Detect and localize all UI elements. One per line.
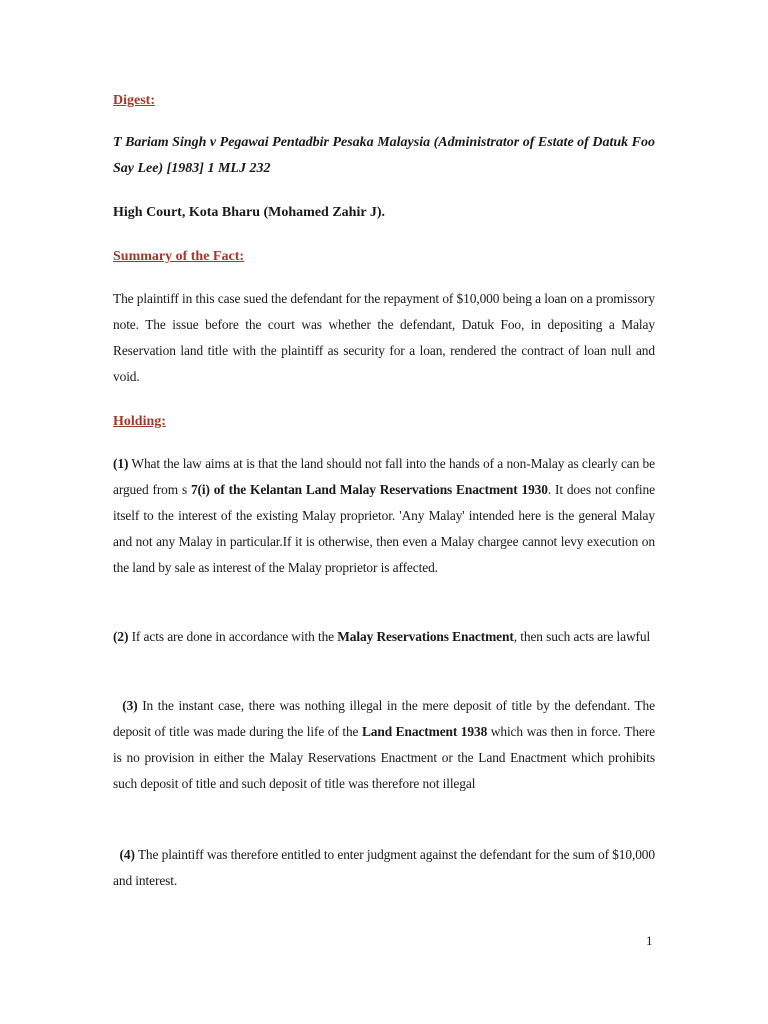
facts-heading: Summary of the Fact: xyxy=(113,249,245,264)
holding-1-number: (1) xyxy=(113,456,129,471)
court-line: High Court, Kota Bharu (Mohamed Zahir J). xyxy=(113,205,385,220)
holding-2-number: (2) xyxy=(113,629,129,644)
case-title: T Bariam Singh v Pegawai Pentadbir Pesaka Malaysia (Administrator of Estate of Datuk Foo Say Lee) [1983] 1 MLJ 232 xyxy=(113,135,655,176)
holding-1 xyxy=(113,451,655,581)
page-number: 1 xyxy=(646,933,653,948)
holding-3 xyxy=(113,693,655,797)
holding-1-text-b: . It does not confine itself to the interest of the existing Malay proprietor. 'Any Malay' intended here is the general Malay and not any Malay in particular.If it is otherwise, then even a Malay chargee cannot levy execution on the land by sale as interest of the Malay proprietor is affected. xyxy=(113,482,655,575)
holding-2-text-a: If acts are done in accordance with the xyxy=(128,629,338,644)
holding-3-text-b: which was then in force. There is no provision in either the Malay Reservations Enactment or the Land Enactment which prohibits such deposit of title and such deposit of title was therefore not illegal xyxy=(113,724,655,791)
holding-4 xyxy=(113,842,655,894)
digest-heading: Digest: xyxy=(113,93,155,108)
holding-3-statute: Land Enactment 1938 xyxy=(361,724,488,739)
holding-2 xyxy=(113,624,655,650)
holding-4-number: (4) xyxy=(119,847,135,862)
holding-1-statute: 7(i) of the Kelantan Land Malay Reservations Enactment 1930 xyxy=(190,482,548,497)
holding-2-statute: Malay Reservations Enactment xyxy=(337,629,514,644)
holding-3-number: (3) xyxy=(122,698,138,713)
holding-heading: Holding: xyxy=(113,414,166,429)
holding-1-text-a: What the law aims at is that the land should not fall into the hands of a non-Malay as clearly can be argued from s xyxy=(113,456,655,497)
holding-4-text: The plaintiff was therefore entitled to enter judgment against the defendant for the sum of $10,000 and interest. xyxy=(113,847,655,888)
holding-2-text-b: , then such acts are lawful xyxy=(513,629,651,644)
holding-3-text-a: In the instant case, there was nothing illegal in the mere deposit of title by the defendant. The deposit of title was made during the life of the xyxy=(113,698,655,739)
facts-paragraph: The plaintiff in this case sued the defendant for the repayment of $10,000 being a loan on a promissory note. The issue before the court was whether the defendant, Datuk Foo, in depositing a Malay Reservation land title with the plaintiff as security for a loan, rendered the contract of loan null and void. xyxy=(113,291,655,384)
